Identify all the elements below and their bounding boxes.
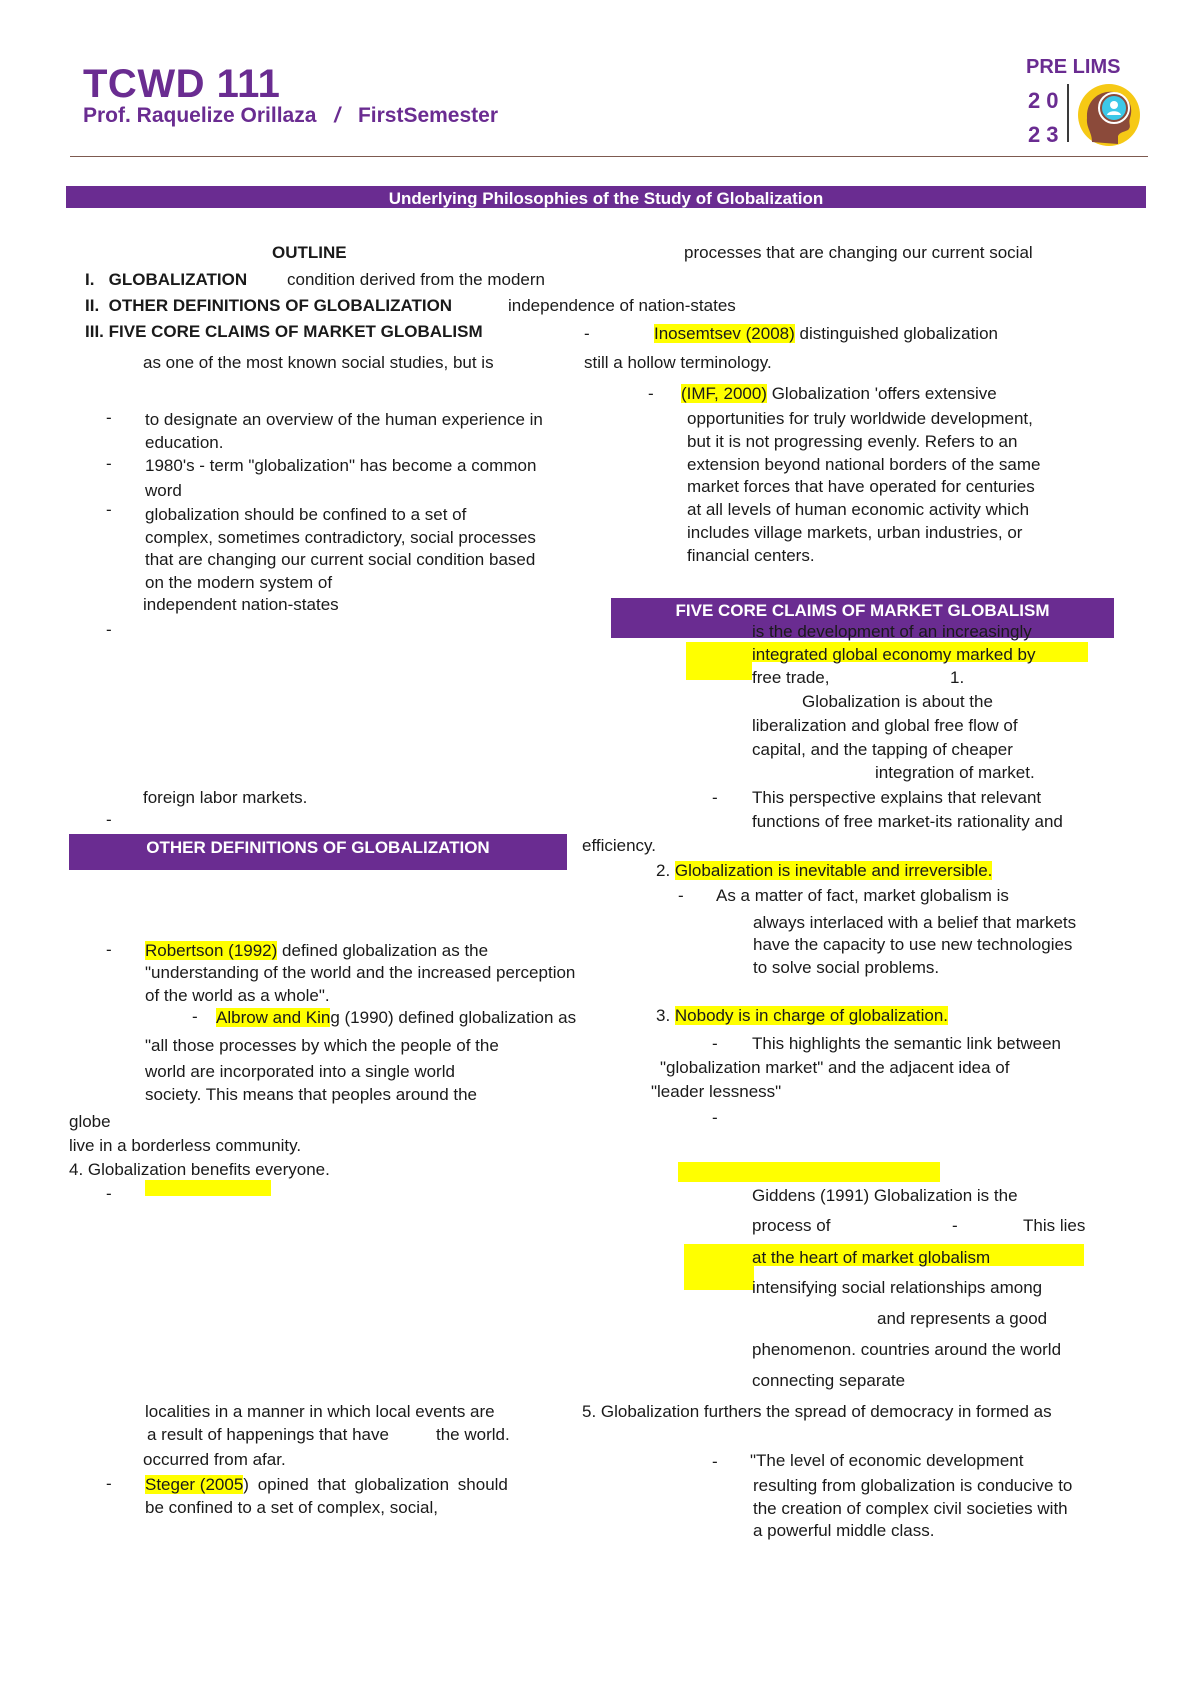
- overview-line-1: to designate an overview of the human experience in: [145, 410, 543, 429]
- imf-line-2: opportunities for truly worldwide development,: [687, 409, 1033, 428]
- badge-divider: [1067, 84, 1069, 142]
- level-line-2: resulting from globalization is conducive to: [753, 1476, 1073, 1495]
- confined-line-3: that are changing our current social condition based: [145, 550, 536, 569]
- confined-line-5: independent nation-states: [143, 595, 339, 614]
- steger-line-2: be confined to a set of complex, social,: [145, 1498, 438, 1517]
- five-core-claims-bar: FIVE CORE CLAIMS OF MARKET GLOBALISM: [611, 598, 1114, 638]
- claim-5: 5. Globalization furthers the spread of democracy in formed as: [582, 1402, 1052, 1421]
- bullet-dash: -: [192, 1007, 198, 1026]
- intensifying-text: intensifying social relationships among: [752, 1278, 1043, 1297]
- outline-item-1: I. GLOBALIZATION: [85, 270, 248, 289]
- prelims-label: PRE LIMS: [1026, 56, 1121, 78]
- development-line-1: is the development of an increasingly: [752, 622, 1032, 641]
- year-top: 20: [1028, 88, 1065, 113]
- semester: FirstSemester: [357, 104, 499, 127]
- connecting-text: connecting separate: [752, 1371, 906, 1390]
- subtitle-separator: /: [334, 104, 341, 127]
- claim-4: 4. Globalization benefits everyone.: [69, 1160, 330, 1179]
- confined-line-1: globalization should be confined to a set of: [145, 505, 467, 524]
- hollow-terminology-text: still a hollow terminology.: [584, 353, 772, 372]
- outline-fragment-1: condition derived from the modern: [287, 270, 545, 289]
- claim-2: 2. Globalization is inevitable and irreversible.: [656, 861, 993, 880]
- claim-1-number: 1.: [950, 668, 965, 687]
- title-bar: Underlying Philosophies of the Study of Globalization: [66, 186, 1146, 208]
- bullet-dash: -: [678, 886, 684, 905]
- robertson-line-3: of the world as a whole".: [145, 986, 330, 1005]
- liberalization-line-1: Globalization is about the: [802, 692, 993, 711]
- highlight-box: [684, 1266, 754, 1290]
- level-line-4: a powerful middle class.: [753, 1521, 935, 1540]
- foreign-labor-text: foreign labor markets.: [143, 788, 308, 807]
- bullet-dash: -: [712, 1452, 718, 1471]
- the-world-text: the world.: [436, 1425, 510, 1444]
- steger-line-1: Steger (2005) opined that globalization should: [145, 1475, 508, 1494]
- good-text: and represents a good: [877, 1309, 1048, 1328]
- overview-line-2: education.: [145, 433, 224, 452]
- imf-line-8: financial centers.: [687, 546, 815, 565]
- imf-line-6: at all levels of human economic activity which: [687, 500, 1030, 519]
- level-line-1: "The level of economic development: [750, 1451, 1024, 1470]
- development-line-2: integrated global economy marked by: [752, 645, 1036, 664]
- bullet-dash: -: [106, 1474, 112, 1493]
- known-studies-text: as one of the most known social studies, but is: [143, 353, 494, 372]
- localities-line-3: occurred from afar.: [143, 1450, 286, 1469]
- highlight-box: [686, 662, 752, 680]
- confined-line-2: complex, sometimes contradictory, social processes: [145, 528, 536, 547]
- imf-line-7: includes village markets, urban industries, or: [687, 523, 1023, 542]
- confined-line-4: on the modern system of: [145, 573, 333, 592]
- bullet-dash: -: [106, 620, 112, 639]
- giddens-line-2: process of: [752, 1216, 831, 1235]
- liberalization-line-4: integration of market.: [875, 763, 1035, 782]
- imf-line-1: (IMF, 2000) Globalization 'offers extensive: [681, 384, 997, 403]
- bullet-dash: -: [712, 1034, 718, 1053]
- semantic-line-1: This highlights the semantic link between: [752, 1034, 1061, 1053]
- claim-3: 3. Nobody is in charge of globalization.: [656, 1006, 949, 1025]
- bullet-dash: -: [648, 384, 654, 403]
- localities-line-2: a result of happenings that have: [147, 1425, 389, 1444]
- imf-line-3: but it is not progressing evenly. Refers to an: [687, 432, 1018, 451]
- bullet-dash: -: [106, 454, 112, 473]
- outline-item-2: II. OTHER DEFINITIONS OF GLOBALIZATION: [85, 296, 453, 315]
- imf-line-4: extension beyond national borders of the same: [687, 455, 1041, 474]
- bullet-dash: -: [106, 810, 112, 829]
- year-bottom: 23: [1028, 122, 1065, 147]
- term-line-2: word: [145, 481, 182, 500]
- outline-fragment-2: independence of nation-states: [508, 296, 736, 315]
- highlight-box: [678, 1162, 940, 1182]
- course-subtitle: [83, 104, 498, 128]
- giddens-line-1: Giddens (1991) Globalization is the: [752, 1186, 1018, 1205]
- semantic-line-2: "globalization market" and the adjacent idea of: [660, 1058, 1010, 1077]
- highlight-box: [145, 1180, 271, 1196]
- matter-line-2: always interlaced with a belief that markets: [753, 913, 1077, 932]
- albrow-line-1: Albrow and King (1990) defined globalization as: [216, 1008, 577, 1027]
- level-line-3: the creation of complex civil societies with: [753, 1499, 1068, 1518]
- term-line-1: 1980's - term "globalization" has become a common: [145, 456, 537, 475]
- perspective-line-2: functions of free market-its rationality and: [752, 812, 1063, 831]
- efficiency-text: efficiency.: [582, 836, 657, 855]
- outline-heading: OUTLINE: [272, 243, 347, 262]
- heart-of-globalism-text: at the heart of market globalism: [752, 1248, 991, 1267]
- development-line-3: free trade,: [752, 668, 830, 687]
- head-silhouette-icon: [1072, 78, 1142, 148]
- professor-name: Prof. Raquelize Orillaza: [83, 104, 317, 127]
- liberalization-line-3: capital, and the tapping of cheaper: [752, 740, 1013, 759]
- this-lies-text: This lies: [1023, 1216, 1086, 1235]
- course-code: TCWD 111: [83, 62, 281, 106]
- bullet-dash: -: [106, 940, 112, 959]
- albrow-line-3: world are incorporated into a single world: [145, 1062, 455, 1081]
- phenomenon-text: phenomenon. countries around the world: [752, 1340, 1062, 1359]
- matter-line-4: to solve social problems.: [753, 958, 940, 977]
- bullet-dash: -: [106, 408, 112, 427]
- imf-line-5: market forces that have operated for centuries: [687, 477, 1035, 496]
- bullet-dash: -: [712, 1108, 718, 1127]
- header-rule: [70, 156, 1148, 157]
- borderless-text: live in a borderless community.: [69, 1136, 302, 1155]
- matter-line-1: As a matter of fact, market globalism is: [716, 886, 1009, 905]
- bullet-dash: -: [584, 324, 590, 343]
- robertson-line-1: Robertson (1992) defined globalization as the: [145, 941, 489, 960]
- social-processes-text: processes that are changing our current social: [684, 243, 1033, 262]
- globe-text: globe: [69, 1112, 111, 1131]
- bullet-dash: -: [106, 500, 112, 519]
- bullet-dash: -: [106, 1184, 112, 1203]
- localities-line-1: localities in a manner in which local events are: [145, 1402, 495, 1421]
- liberalization-line-2: liberalization and global free flow of: [752, 716, 1018, 735]
- bullet-dash: -: [952, 1216, 958, 1235]
- outline-item-3: III. FIVE CORE CLAIMS OF MARKET GLOBALISM: [85, 322, 483, 341]
- bullet-dash: -: [712, 788, 718, 807]
- albrow-line-2: "all those processes by which the people of the: [145, 1036, 499, 1055]
- other-definitions-bar: OTHER DEFINITIONS OF GLOBALIZATION: [69, 834, 567, 870]
- robertson-line-2: "understanding of the world and the increased perception: [145, 963, 576, 982]
- matter-line-3: have the capacity to use new technologies: [753, 935, 1073, 954]
- albrow-line-4: society. This means that peoples around the: [145, 1085, 478, 1104]
- perspective-line-1: This perspective explains that relevant: [752, 788, 1042, 807]
- semantic-line-3: "leader lessness": [651, 1082, 782, 1101]
- inosemtsev-line: Inosemtsev (2008) distinguished globalization: [654, 324, 998, 343]
